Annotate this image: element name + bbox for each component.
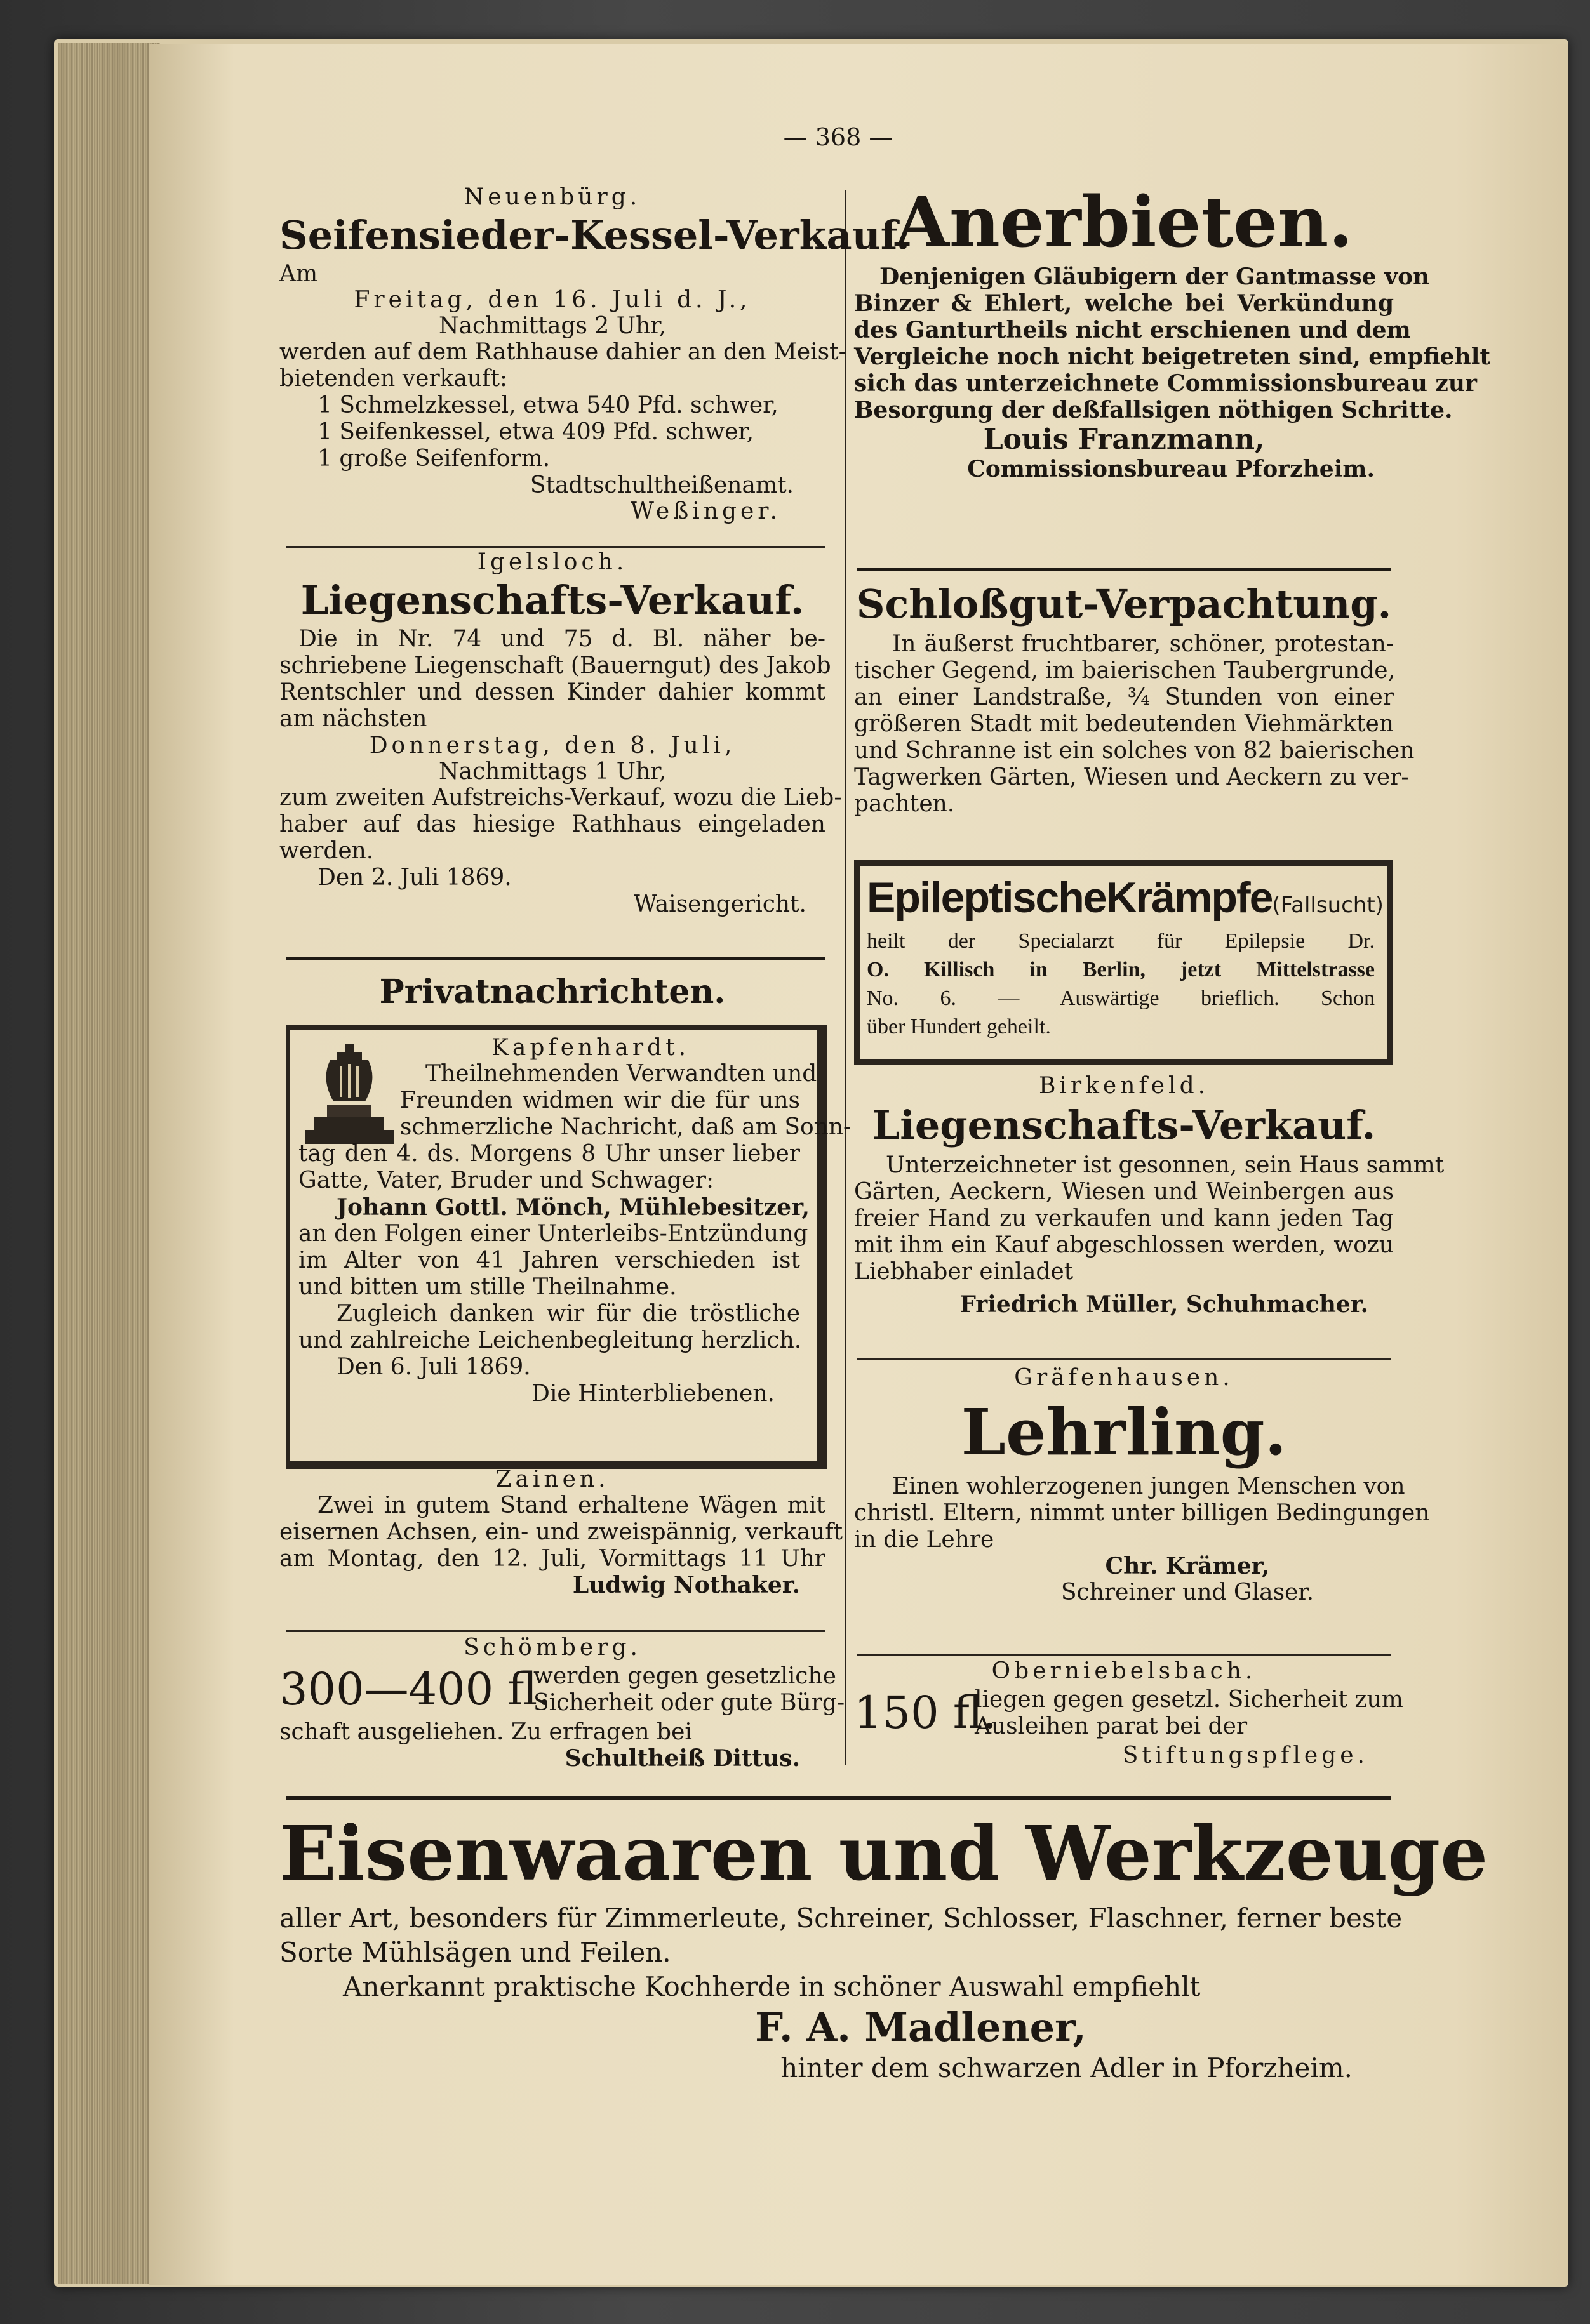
ad-oberniebelsbach (854, 1658, 1403, 1791)
ad-signature: Schreiner und Glaser. (1060, 1579, 1314, 1605)
ad-line: schriebene Liegenschaft (Bauerngut) des Jakob (279, 653, 831, 679)
ad-kessel-verkauf (279, 184, 910, 540)
ad-place: Igelsloch. (477, 549, 628, 575)
ad-line: Theilnehmenden Verwandten und (425, 1061, 817, 1087)
ad-signature: Die Hinterbliebenen. (531, 1381, 775, 1407)
ad-line: Zwei in gutem Stand erhaltene Wägen mit (317, 1492, 825, 1518)
ad-signature: F. A. Madlener, (755, 2004, 1086, 2050)
ad-signature: Schultheiß Dittus. (565, 1745, 800, 1772)
ad-anerbieten (854, 181, 1491, 562)
ad-line: heilt der Specialarzt für Epilepsie Dr. (867, 929, 1375, 953)
ad-line: am Montag, den 12. Juli, Vormittags 11 Uhr (279, 1546, 825, 1572)
amount: 150 fl. (854, 1687, 997, 1739)
ad-line: Freitag, den 16. Juli d. J., (354, 287, 751, 313)
ad-signature: Louis Franzmann, (983, 423, 1265, 456)
section-title: Privatnachrichten. (379, 973, 726, 1011)
ad-title: EpileptischeKrämpfe (867, 873, 1273, 922)
ad-title: Anerbieten. (895, 181, 1353, 263)
ad-line: bietenden verkauft: (279, 366, 508, 392)
page-edges (58, 43, 160, 2284)
ad-line: O. Killisch in Berlin, jetzt Mittelstrasse (867, 958, 1375, 981)
ad-place: Oberniebelsbach. (991, 1658, 1257, 1684)
ad-line: an einer Landstraße, ¾ Stunden von einer (854, 684, 1394, 710)
ad-signature: hinter dem schwarzen Adler in Pforzheim. (780, 2052, 1353, 2083)
ad-line: werden. (279, 838, 374, 864)
ad-office: Stadtschultheißenamt. (530, 472, 794, 498)
ad-line: Nachmittags 1 Uhr, (439, 759, 666, 785)
ad-place: Zainen. (495, 1466, 610, 1492)
ad-place: Schömberg. (464, 1635, 641, 1661)
ad-line: des Ganturtheils nicht erschienen und dem (854, 317, 1411, 343)
ad-place: Gräfenhausen. (1014, 1365, 1234, 1391)
ad-line: Freunden widmen wir die für uns (400, 1087, 800, 1113)
ad-line: größeren Stadt mit bedeutenden Viehmärkten (854, 711, 1394, 737)
ad-line: mit ihm ein Kauf abgeschlossen werden, wozu (854, 1232, 1394, 1258)
ad-line: Sicherheit oder gute Bürg- (533, 1690, 845, 1716)
ad-eisenwaaren (279, 1806, 1488, 2104)
ad-line: 1 Schmelzkessel, etwa 540 Pfd. schwer, (317, 392, 778, 418)
divider (286, 546, 825, 548)
ad-line: eisernen Achsen, ein- und zweispännig, verkauft (279, 1519, 843, 1545)
ad-line: No. 6. — Auswärtige brieflich. Schon (867, 986, 1375, 1010)
ad-line: liegen gegen gesetzl. Sicherheit zum (975, 1687, 1403, 1713)
ad-line: tag den 4. ds. Morgens 8 Uhr unser lieber (298, 1141, 800, 1167)
ad-zainen (279, 1466, 843, 1625)
ad-epilepsie (867, 868, 1384, 1049)
ad-line: Den 6. Juli 1869. (337, 1354, 531, 1380)
ad-line: In äußerst fruchtbarer, schöner, protestan- (892, 631, 1394, 657)
ad-signature: Chr. Krämer, (1105, 1553, 1270, 1579)
divider (857, 1358, 1391, 1360)
ad-line: im Alter von 41 Jahren verschieden ist (298, 1247, 800, 1273)
ad-place: Neuenbürg. (464, 184, 641, 210)
ad-line: sich das unterzeichnete Commissionsbureau zur (854, 370, 1477, 397)
ad-signature: Friedrich Müller, Schuhmacher. (959, 1291, 1368, 1318)
ad-line: Besorgung der deßfallsigen nöthigen Schritte. (854, 397, 1453, 423)
ad-line: 1 Seifenkessel, etwa 409 Pfd. schwer, (317, 419, 754, 445)
ad-line: Ausleihen parat bei der (975, 1713, 1248, 1739)
ad-title: Liegenschafts-Verkauf. (872, 1102, 1376, 1148)
ad-line: über Hundert geheilt. (867, 1015, 1051, 1039)
ad-line: 1 große Seifenform. (317, 446, 551, 472)
ad-line: Nachmittags 2 Uhr, (439, 313, 666, 339)
ad-line: Anerkannt praktische Kochherde in schöner Auswahl empfiehlt (343, 1971, 1201, 2002)
ad-line: Denjenigen Gläubigern der Gantmasse von (879, 263, 1430, 290)
ad-line: Unterzeichneter ist gesonnen, sein Haus sammt (886, 1152, 1445, 1178)
divider (286, 957, 825, 960)
ad-line: Vergleiche noch nicht beigetreten sind, empfiehlt (854, 343, 1491, 370)
ad-line: werden gegen gesetzliche (533, 1663, 836, 1689)
ad-line: an den Folgen einer Unterleibs-Entzündung (298, 1221, 808, 1247)
ad-signature: Commissionsbureau Pforzheim. (967, 456, 1375, 482)
amount: 300—400 fl. (279, 1663, 552, 1715)
ad-line: Donnerstag, den 8. Juli, (369, 733, 736, 759)
ad-line: Zugleich danken wir für die tröstliche (337, 1301, 800, 1327)
ad-line: Rentschler und dessen Kinder dahier kommt (279, 679, 825, 705)
ad-line: Liebhaber einladet (854, 1259, 1074, 1285)
ad-schoemberg (279, 1635, 845, 1787)
ad-liegenschafts-verkauf (279, 549, 842, 955)
ad-line: Den 2. Juli 1869. (317, 865, 512, 891)
ad-line: Einen wohlerzogenen jungen Menschen von (892, 1473, 1405, 1499)
ad-line: Die in Nr. 74 und 75 d. Bl. näher be- (298, 626, 825, 652)
ad-line: Binzer & Ehlert, welche bei Verkündung (854, 290, 1394, 317)
ad-line: aller Art, besonders für Zimmerleute, Schreiner, Schlosser, Flaschner, ferner beste (279, 1902, 1403, 1934)
ad-line: freier Hand zu verkaufen und kann jeden Tag (854, 1205, 1394, 1232)
divider (286, 1630, 825, 1632)
ad-signature: Stiftungspflege. (1122, 1743, 1368, 1769)
ad-line: Gatte, Vater, Bruder und Schwager: (298, 1167, 714, 1193)
ad-line: christl. Eltern, nimmt unter billigen Bedingungen (854, 1500, 1430, 1526)
ad-line: Sorte Mühlsägen und Feilen. (279, 1937, 671, 1968)
ad-line: und bitten um stille Theilnahme. (298, 1274, 677, 1300)
ad-line: und zahlreiche Leichenbegleitung herzlich. (298, 1327, 802, 1353)
ad-graefenhausen (854, 1365, 1430, 1650)
ad-title: Eisenwaaren und Werkzeuge (279, 1809, 1488, 1897)
page-number: — 368 — (783, 123, 893, 151)
ad-signature: Waisengericht. (633, 891, 806, 917)
ad-line: tischer Gegend, im baierischen Taubergrunde, (854, 658, 1396, 684)
ad-birkenfeld (854, 1073, 1445, 1352)
ad-kapfenhardt (298, 1035, 852, 1441)
column-divider (845, 190, 846, 1765)
ad-title-suffix: (Fallsucht) (1272, 893, 1384, 918)
ad-title: Seifensieder-Kessel-Verkauf. (279, 212, 910, 258)
ad-line: am nächsten (279, 706, 427, 732)
ad-line: Johann Gottl. Mönch, Mühlebesitzer, (337, 1194, 810, 1221)
ad-line: in die Lehre (854, 1527, 994, 1553)
divider (857, 568, 1391, 571)
ad-line: werden auf dem Rathhause dahier an den Meist- (279, 339, 846, 365)
ad-line: pachten. (854, 791, 955, 817)
divider (286, 1796, 1391, 1800)
ad-signature: Weßinger. (630, 498, 781, 524)
ad-title: Schloßgut-Verpachtung. (856, 581, 1392, 627)
ad-place: Kapfenhardt. (491, 1035, 690, 1061)
ad-line: Gärten, Aeckern, Wiesen und Weinbergen aus (854, 1179, 1394, 1205)
ad-line: Tagwerken Gärten, Wiesen und Aeckern zu ver- (854, 764, 1409, 790)
ad-schlossgut (854, 578, 1415, 844)
divider (857, 1654, 1391, 1656)
ad-line: haber auf das hiesige Rathhaus eingeladen (279, 811, 825, 837)
ad-line: schaft ausgeliehen. Zu erfragen bei (279, 1719, 692, 1745)
ad-line: und Schranne ist ein solches von 82 baierischen (854, 738, 1415, 764)
ad-line: zum zweiten Aufstreichs-Verkauf, wozu die Lieb- (279, 785, 842, 811)
ad-title: Liegenschafts-Verkauf. (300, 577, 805, 623)
ad-place: Birkenfeld. (1038, 1073, 1210, 1099)
ad-line: Am (279, 261, 318, 287)
ad-line: schmerzliche Nachricht, daß am Sonn- (400, 1114, 852, 1140)
ad-signature: Ludwig Nothaker. (572, 1572, 800, 1598)
ad-title: Lehrling. (961, 1395, 1287, 1470)
